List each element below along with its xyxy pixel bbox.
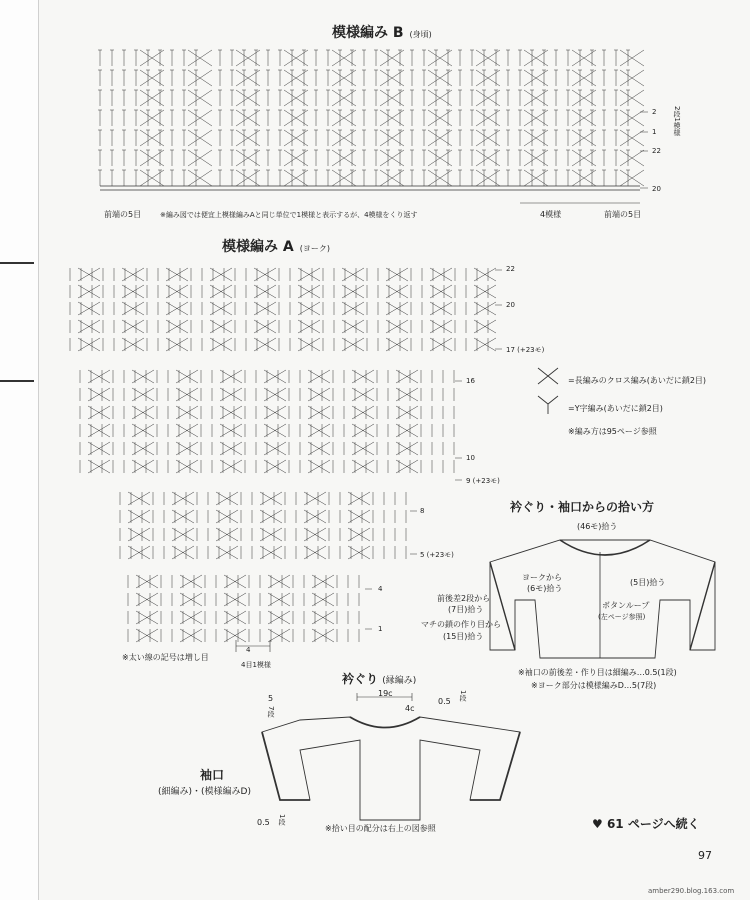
pickup-sweater-outline bbox=[490, 540, 715, 658]
cuff-edges bbox=[262, 732, 520, 800]
pattern-b-foundation bbox=[100, 186, 640, 190]
pattern-a-row-20: 20 bbox=[506, 301, 515, 309]
pattern-b-row-2: 2 bbox=[652, 108, 657, 116]
cuff-depth: 0.5 bbox=[257, 818, 270, 827]
collar-depth: 0.5 bbox=[438, 697, 451, 706]
legend-y-icon bbox=[538, 396, 558, 414]
collar-inner: 4c bbox=[405, 704, 415, 713]
pattern-a-crosses bbox=[78, 268, 496, 642]
pickup-right-label: (5目)拾う bbox=[630, 578, 666, 587]
watermark-site: amber290.blog.163.com bbox=[648, 887, 735, 895]
pickup-front-b: (7目)拾う bbox=[448, 605, 484, 614]
pattern-b-title: 模様編み B (身頃) bbox=[332, 25, 432, 41]
continue-link[interactable]: ♥ 61 ページへ続く bbox=[592, 817, 700, 831]
legend-cross-text: =長編みのクロス編み(あいだに鎖2目) bbox=[568, 376, 707, 385]
pickup-gusset-a: マチの鎖の作り目から bbox=[421, 620, 501, 629]
pattern-a-row-5: 5 (+23モ) bbox=[420, 551, 454, 559]
legend-y-text: =Y字編み(あいだに鎖2目) bbox=[568, 404, 663, 413]
pattern-b-stitches bbox=[98, 50, 630, 186]
pattern-a-row-arrows bbox=[365, 270, 502, 629]
pattern-a-repeat-num: 4 bbox=[246, 646, 251, 654]
collar-neckline bbox=[350, 717, 420, 728]
pattern-b-right-label: 前端の5目 bbox=[604, 210, 642, 219]
pattern-b-crosses bbox=[140, 50, 644, 186]
pattern-a-row-16: 16 bbox=[466, 377, 475, 385]
pattern-a-repeat-label: 4目1模様 bbox=[241, 661, 271, 669]
pattern-a-repeat-bracket bbox=[236, 640, 270, 652]
pattern-a-row-9: 9 (+23モ) bbox=[466, 477, 500, 485]
pickup-button-a: ボタンループ bbox=[602, 601, 650, 610]
pickup-neckline bbox=[560, 540, 650, 555]
pattern-b-row-1: 1 bbox=[652, 128, 657, 136]
pattern-b-left-label: 前端の5目 bbox=[104, 210, 142, 219]
pattern-a-title: 模様編み A (ヨーク) bbox=[222, 239, 330, 255]
pattern-a-row-1: 1 bbox=[378, 625, 383, 633]
collar-sweater-outline bbox=[262, 717, 520, 820]
collar-title: 衿ぐり (縁編み) bbox=[342, 672, 417, 686]
pickup-front-a: 前後差2段から bbox=[437, 594, 491, 603]
legend-cross-icon bbox=[538, 368, 558, 384]
pickup-title: 衿ぐり・袖口からの拾い方 bbox=[510, 500, 655, 514]
collar-left-rows: 7段 bbox=[267, 706, 275, 718]
pattern-a-row-22: 22 bbox=[506, 265, 515, 273]
pattern-a-row-4: 4 bbox=[378, 585, 383, 593]
cuff-note: ※拾い目の配分は右上の図参照 bbox=[325, 824, 436, 833]
cuff-title: 袖口 bbox=[200, 768, 225, 782]
pattern-b-row-20: 20 bbox=[652, 185, 661, 193]
cuff-depth-rows: 1段 bbox=[278, 814, 286, 826]
pattern-a-row-8: 8 bbox=[420, 507, 425, 515]
pickup-button-b: (左ページ参照) bbox=[598, 613, 646, 621]
cuff-subtitle: (細編み)・(模様編みD) bbox=[158, 787, 251, 797]
pattern-a-row-17: 17 (+23モ) bbox=[506, 346, 545, 354]
pattern-a-row-10: 10 bbox=[466, 454, 475, 462]
pattern-b-repeat-label: 4模様 bbox=[540, 210, 562, 219]
pickup-note-1: ※袖口の前後差・作り目は細編み…0.5(1段) bbox=[518, 668, 677, 677]
pickup-top-label: (46モ)拾う bbox=[577, 522, 618, 531]
pickup-yoke-b: (6モ)拾う bbox=[527, 584, 563, 593]
pattern-a-stitches bbox=[70, 268, 491, 642]
pattern-a-increase-note: ※太い線の記号は増し目 bbox=[122, 653, 209, 662]
heart-icon: ♥ bbox=[592, 817, 603, 831]
pickup-yoke-a: ヨークから bbox=[522, 573, 562, 582]
pattern-b-row-22: 22 bbox=[652, 147, 661, 155]
legend-ref: ※編み方は95ページ参照 bbox=[568, 427, 657, 436]
pattern-b-side-label: 2段1模様 bbox=[673, 106, 681, 136]
collar-width: 19c bbox=[378, 689, 393, 698]
pickup-gusset-b: (15目)拾う bbox=[443, 632, 484, 641]
pattern-b-note: ※編み図では便宜上模様編みAと同じ単位で1模様と表示するが、4模様をくり返す bbox=[160, 211, 418, 219]
pickup-note-2: ※ヨーク部分は模様編みD…5(7段) bbox=[531, 681, 657, 690]
page-number: 97 bbox=[698, 849, 712, 862]
collar-left-num: 5 bbox=[268, 694, 274, 703]
collar-depth-rows: 1段 bbox=[459, 690, 467, 702]
